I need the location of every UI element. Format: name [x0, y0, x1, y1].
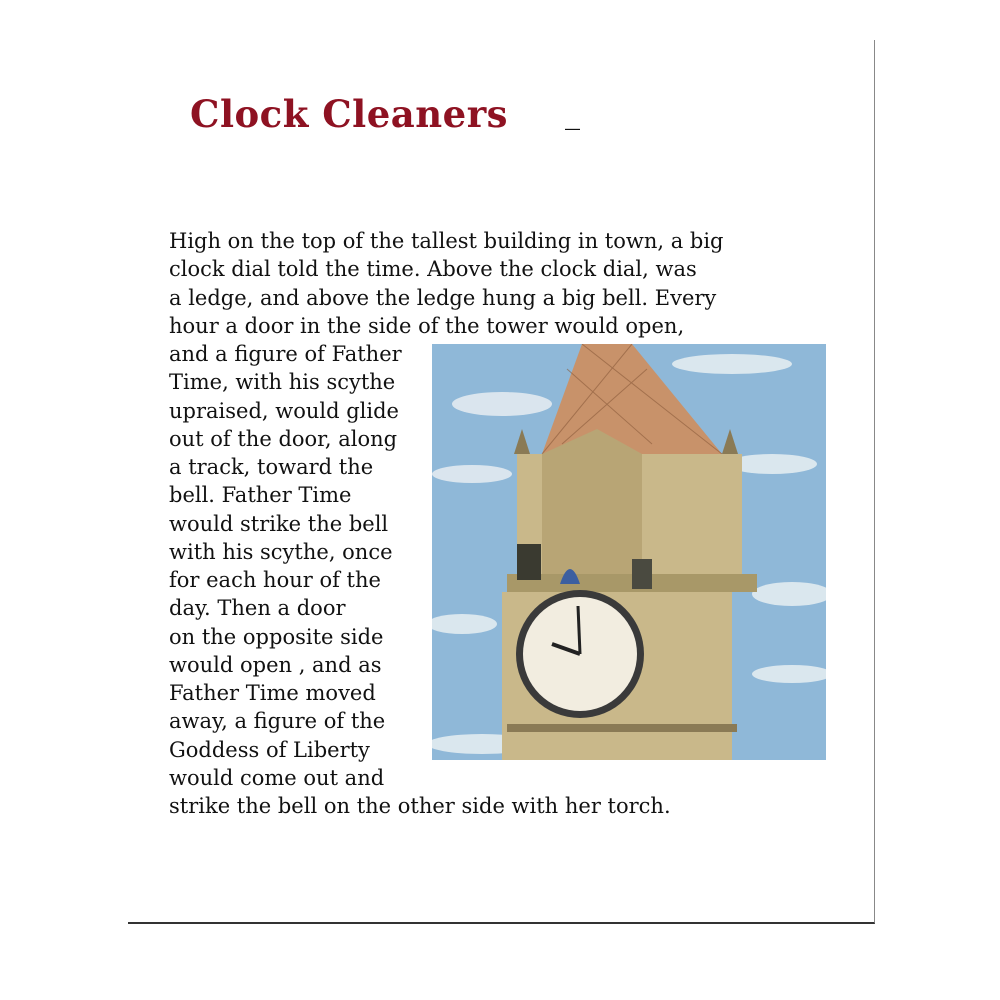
text-line: upraised, would glide [169, 398, 399, 423]
text-line: hour a door in the side of the tower would open, [169, 313, 685, 338]
text-line: out of the door, along [169, 426, 398, 451]
text-line: day. Then a door [169, 596, 346, 621]
text-line: Goddess of Liberty [169, 737, 370, 762]
text-line: with his scythe, once [169, 539, 393, 564]
text-line: Time, with his scythe [169, 370, 396, 395]
text-line: Father Time moved [169, 681, 376, 705]
text-line: a track, toward the [169, 455, 374, 479]
text-line: for each hour of the [169, 568, 381, 592]
text-line: and a figure of Father [169, 342, 402, 366]
text-line: clock dial told the time. Above the clock dial, was [169, 257, 697, 282]
text-line: would come out and [169, 765, 385, 790]
text-line: on the opposite side [169, 624, 384, 649]
text-line: a ledge, and above the ledge hung a big bell. Every [169, 285, 717, 310]
clock-tower-illustration [432, 344, 826, 760]
text-line: strike the bell on the other side with her torch. [169, 794, 671, 818]
text-line: would open , and as [169, 652, 382, 677]
text-line: High on the top of the tallest building in town, a big [169, 229, 724, 253]
title-mark: _ [565, 96, 580, 131]
page-title: Clock Cleaners [190, 92, 509, 136]
text-line: away, a figure of the [169, 709, 386, 734]
text-line: bell. Father Time [169, 483, 352, 508]
text-line: would strike the bell [169, 511, 389, 536]
